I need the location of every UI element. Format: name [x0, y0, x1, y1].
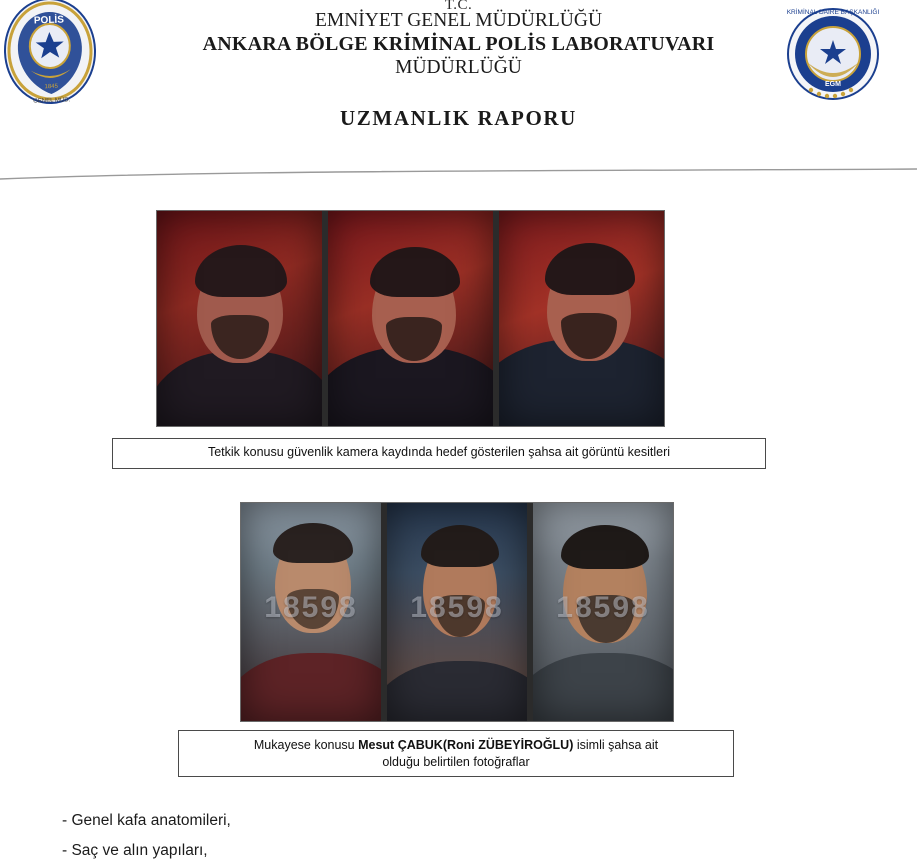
mukayese-foto-1-watermark: 18598: [264, 590, 358, 624]
mukayese-foto-2-watermark: 18598: [410, 590, 504, 624]
kriminal-daire-amblemi-icon: [785, 0, 881, 110]
horizontal-divider: [0, 168, 917, 182]
polis-amblemi-icon: [0, 0, 100, 108]
header-titles: [120, 0, 797, 79]
guvenlik-kamerasi-goruntu-seridi: [156, 210, 665, 427]
kamera-kesiti-2: [328, 211, 493, 426]
svg-text:POLİS: POLİS: [33, 14, 65, 27]
svg-text:1845: 1845: [44, 83, 59, 91]
document-header: [0, 0, 917, 152]
mukayese-foto-3: [533, 503, 673, 721]
svg-text:KRİMİNAL DAİRE BAŞKANLIĞI: KRİMİNAL DAİRE BAŞKANLIĞI: [786, 9, 880, 16]
kamera-kesiti-1: [157, 211, 322, 426]
altyazi-son-ek: isimli şahsa ait: [573, 738, 659, 752]
svg-text:GENEL MÜD.: GENEL MÜD.: [33, 97, 71, 105]
karsilastirma-maddeleri: [62, 806, 231, 866]
mukayese-foto-3-watermark: 18598: [556, 590, 650, 624]
svg-text:EGM: EGM: [825, 81, 841, 88]
mukayese-fotograf-seridi: [240, 502, 674, 722]
altyazi-ikinci-satir: olduğu belirtilen fotoğraflar: [382, 755, 530, 769]
header-line-2: ANKARA BÖLGE KRİMİNAL POLİS LABORATUVARI: [202, 33, 715, 55]
page-title: UZMANLIK RAPORU: [340, 106, 577, 130]
altyazi-on-ek: Mukayese konusu: [253, 738, 359, 752]
ust-resim-altyazisi: Tetkik konusu güvenlik kamera kaydında hedef gösterilen şahsa ait görüntü kesitleri: [112, 438, 766, 469]
header-line-3: MÜDÜRLÜĞÜ: [395, 57, 522, 78]
header-line-1: EMNİYET GENEL MÜDÜRLÜĞÜ: [314, 10, 603, 31]
sahis-adi: Mesut ÇABUK(Roni ZÜBEYİROĞLU): [358, 738, 574, 752]
header-tc: T.C.: [444, 0, 473, 9]
alt-resim-altyazisi: [178, 730, 734, 777]
list-item: - Genel kafa anatomileri,: [62, 812, 231, 829]
mukayese-foto-2: [387, 503, 527, 721]
list-item: - Saç ve alın yapıları,: [62, 842, 208, 859]
kamera-kesiti-3: [499, 211, 664, 426]
mukayese-foto-1: [241, 503, 381, 721]
